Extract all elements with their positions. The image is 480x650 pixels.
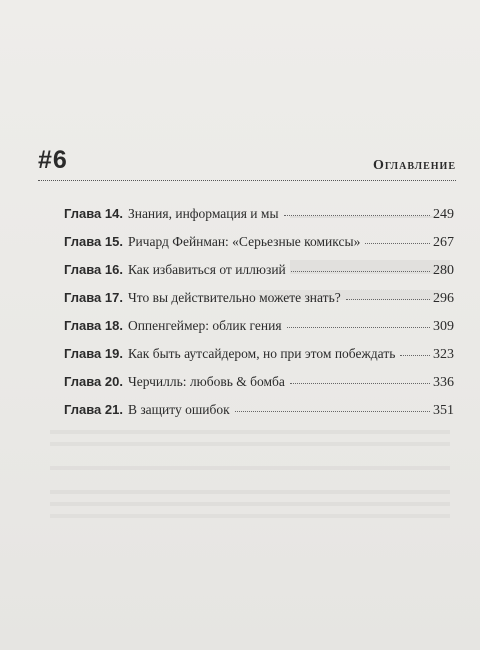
- toc-chapter-title: Знания, информация и мы: [127, 206, 279, 221]
- toc-chapter-number: Глава 14.: [64, 206, 123, 221]
- toc-chapter-title: Как избавиться от иллюзий: [127, 262, 286, 277]
- toc-entry: [64, 262, 454, 290]
- header-divider: [38, 180, 456, 181]
- toc-chapter-title: Что вы действительно можете знать?: [127, 290, 341, 305]
- dot-leader: [346, 299, 430, 300]
- dot-leader: [365, 243, 430, 244]
- toc-chapter-title: Ричард Фейнман: «Серьезные комиксы»: [127, 234, 361, 249]
- dot-leader: [400, 355, 430, 356]
- toc-entry: [64, 318, 454, 346]
- toc-page-number: 309: [433, 319, 454, 334]
- header-title: Оглавление: [372, 158, 456, 173]
- toc-entry: [64, 402, 454, 430]
- toc-page-number: 249: [433, 207, 454, 222]
- dot-leader: [291, 271, 430, 272]
- toc-chapter-number: Глава 16.: [64, 262, 123, 277]
- toc-entry: [64, 206, 454, 234]
- toc-chapter-number: Глава 17.: [64, 290, 123, 305]
- toc-chapter-title: Черчилль: любовь & бомба: [127, 374, 285, 389]
- toc-chapter-number: Глава 20.: [64, 374, 123, 389]
- toc-entry: [64, 374, 454, 402]
- toc-page-number: 351: [433, 403, 454, 418]
- chapter-mark: #6: [38, 146, 68, 174]
- toc-chapter-title: Как быть аутсайдером, но при этом побеждать: [127, 346, 396, 361]
- toc-chapter-number: Глава 19.: [64, 346, 123, 361]
- toc-chapter-number: Глава 18.: [64, 318, 123, 333]
- toc-entry: [64, 234, 454, 262]
- dot-leader: [287, 327, 430, 328]
- toc-page-number: 323: [433, 347, 454, 362]
- toc-page-number: 336: [433, 375, 454, 390]
- toc-page-number: 267: [433, 235, 454, 250]
- toc-chapter-number: Глава 21.: [64, 402, 123, 417]
- dot-leader: [290, 383, 430, 384]
- page-header: [38, 146, 456, 178]
- toc-entry: [64, 290, 454, 318]
- toc-page-number: 280: [433, 263, 454, 278]
- toc-entry: [64, 346, 454, 374]
- toc-chapter-number: Глава 15.: [64, 234, 123, 249]
- toc-page-number: 296: [433, 291, 454, 306]
- dot-leader: [284, 215, 430, 216]
- dot-leader: [235, 411, 430, 412]
- toc-chapter-title: Оппенгеймер: облик гения: [127, 318, 282, 333]
- table-of-contents: [64, 206, 454, 430]
- toc-chapter-title: В защиту ошибок: [127, 402, 230, 417]
